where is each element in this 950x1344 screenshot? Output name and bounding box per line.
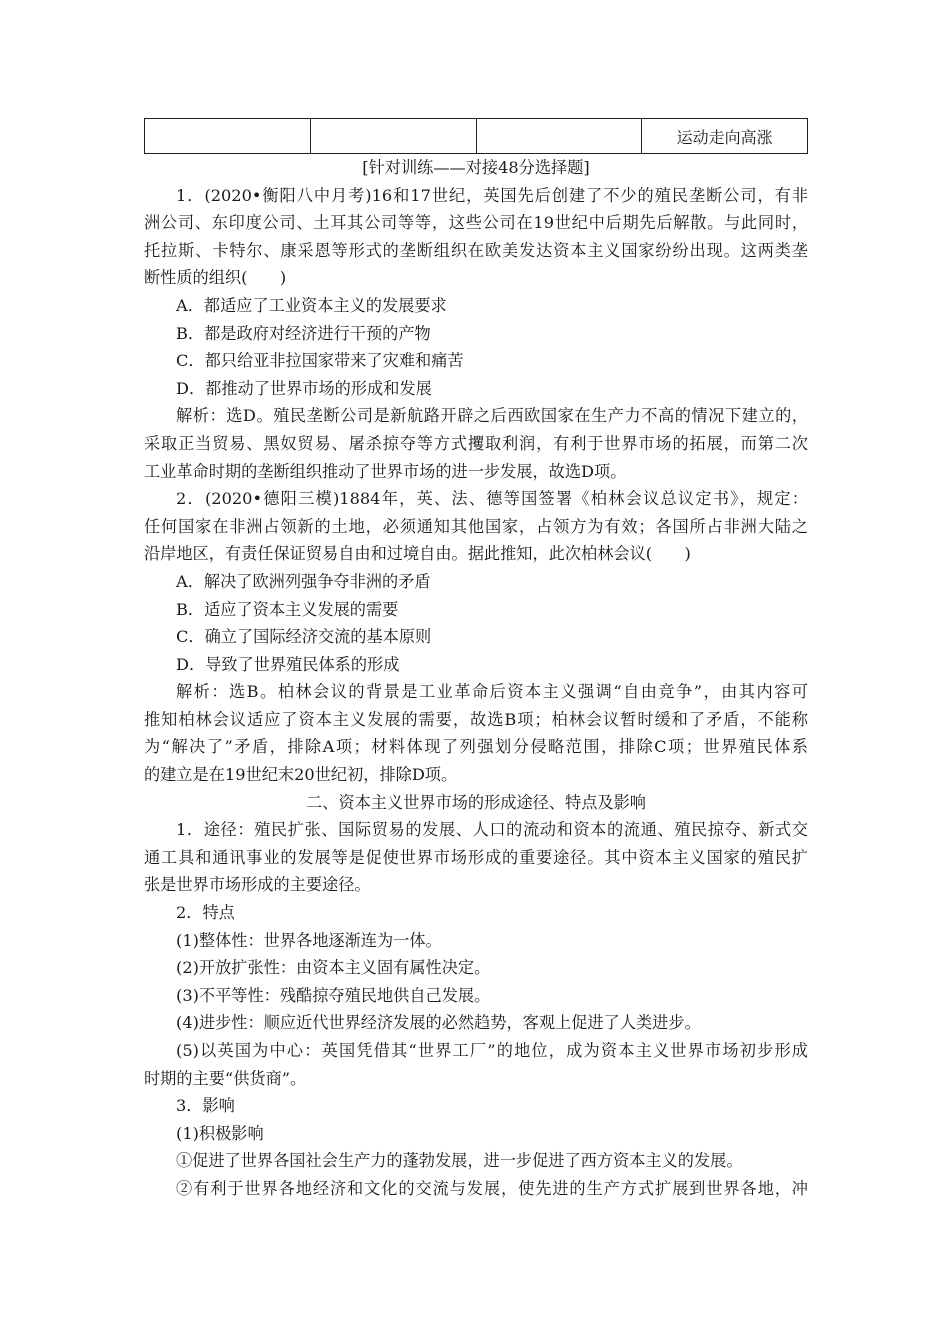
section-heading: [针对训练——对接48分选择题] — [362, 158, 590, 177]
q2-option-b: B．适应了资本主义发展的需要 — [176, 599, 399, 619]
table-cell-1 — [145, 119, 311, 154]
p3-title: 3．影响 — [176, 1096, 235, 1116]
q1-analysis-3: 工业革命时期的垄断组织推动了世界市场的进一步发展，故选D项。 — [144, 461, 627, 481]
q1-line-1: 1．(2020•衡阳八中月考)16和17世纪，英国先后创建了不少的殖民垄断公司，有非 — [176, 185, 808, 205]
q2-option-a: A．解决了欧洲列强争夺非洲的矛盾 — [176, 571, 431, 591]
effect-1: ①促进了世界各国社会生产力的蓬勃发展，进一步促进了西方资本主义的发展。 — [176, 1151, 743, 1171]
feature-2: (2)开放扩张性：由资本主义固有属性决定。 — [176, 958, 491, 978]
document-page — [144, 118, 808, 1203]
q1-option-c: C．都只给亚非拉国家带来了灾难和痛苦 — [176, 351, 464, 371]
feature-4: (4)进步性：顺应近代世界经济发展的必然趋势，客观上促进了人类进步。 — [176, 1013, 701, 1033]
q2-analysis-2: 推知柏林会议适应了资本主义发展的需要，故选B项；柏林会议暂时缓和了矛盾，不能称 — [144, 709, 808, 729]
p1-line-2: 通工具和通讯事业的发展等是促使世界市场形成的重要途径。其中资本主义国家的殖民扩 — [144, 847, 808, 867]
p1-line-1: 1．途径：殖民扩张、国际贸易的发展、人口的流动和资本的流通、殖民掠夺、新式交 — [176, 820, 808, 840]
q1-line-3: 托拉斯、卡特尔、康采恩等形式的垄断组织在欧美发达资本主义国家纷纷出现。这两类垄 — [144, 240, 808, 260]
q2-line-3: 沿岸地区，有责任保证贸易自由和过境自由。据此推知，此次柏林会议( ) — [144, 544, 691, 564]
table-cell-3 — [476, 119, 642, 154]
p2-title: 2．特点 — [176, 903, 235, 923]
p3-subtitle: (1)积极影响 — [176, 1123, 264, 1143]
table-cell-4: 运动走向高涨 — [642, 119, 808, 154]
q2-analysis-3: 为“解决了”矛盾，排除A项；材料体现了列强划分侵略范围，排除C项；世界殖民体系 — [144, 737, 808, 757]
q2-line-2: 任何国家在非洲占领新的土地，必须通知其他国家，占领方为有效；各国所占非洲大陆之 — [144, 516, 808, 536]
q2-option-c: C．确立了国际经济交流的基本原则 — [176, 627, 432, 647]
q2-line-1: 2．(2020•德阳三模)1884年，英、法、德等国签署《柏林会议总议定书》，规定： — [176, 489, 808, 509]
q1-option-b: B．都是政府对经济进行干预的产物 — [176, 323, 431, 343]
q1-option-a: A．都适应了工业资本主义的发展要求 — [176, 295, 447, 315]
q1-analysis-1: 解析：选D。殖民垄断公司是新航路开辟之后西欧国家在生产力不高的情况下建立的， — [176, 406, 808, 426]
q1-line-4: 断性质的组织( ) — [144, 268, 287, 288]
section2-heading: 二、资本主义世界市场的形成途径、特点及影响 — [306, 792, 646, 812]
p1-line-3: 张是世界市场形成的主要途径。 — [144, 875, 371, 895]
effect-2: ②有利于世界各地经济和文化的交流与发展，使先进的生产方式扩展到世界各地，冲 — [176, 1178, 808, 1198]
q2-option-d: D．导致了世界殖民体系的形成 — [176, 654, 400, 674]
feature-5-line-2: 时期的主要“供货商”。 — [144, 1068, 307, 1088]
q1-option-d: D．都推动了世界市场的形成和发展 — [176, 378, 432, 398]
continued-table — [144, 118, 808, 154]
feature-3: (3)不平等性：残酷掠夺殖民地供自己发展。 — [176, 985, 491, 1005]
q1-analysis-2: 采取正当贸易、黑奴贸易、屠杀掠夺等方式攫取利润，有利于世界市场的拓展，而第二次 — [144, 433, 808, 453]
table-row — [145, 119, 808, 154]
feature-1: (1)整体性：世界各地逐渐连为一体。 — [176, 930, 442, 950]
q1-line-2: 洲公司、东印度公司、土耳其公司等等，这些公司在19世纪中后期先后解散。与此同时， — [144, 213, 808, 233]
q2-analysis-1: 解析：选B。柏林会议的背景是工业革命后资本主义强调“自由竞争”，由其内容可 — [176, 682, 808, 702]
feature-5-line-1: (5)以英国为中心：英国凭借其“世界工厂”的地位，成为资本主义世界市场初步形成 — [176, 1041, 808, 1060]
table-cell-2 — [310, 119, 476, 154]
q2-analysis-4: 的建立是在19世纪末20世纪初，排除D项。 — [144, 765, 458, 785]
